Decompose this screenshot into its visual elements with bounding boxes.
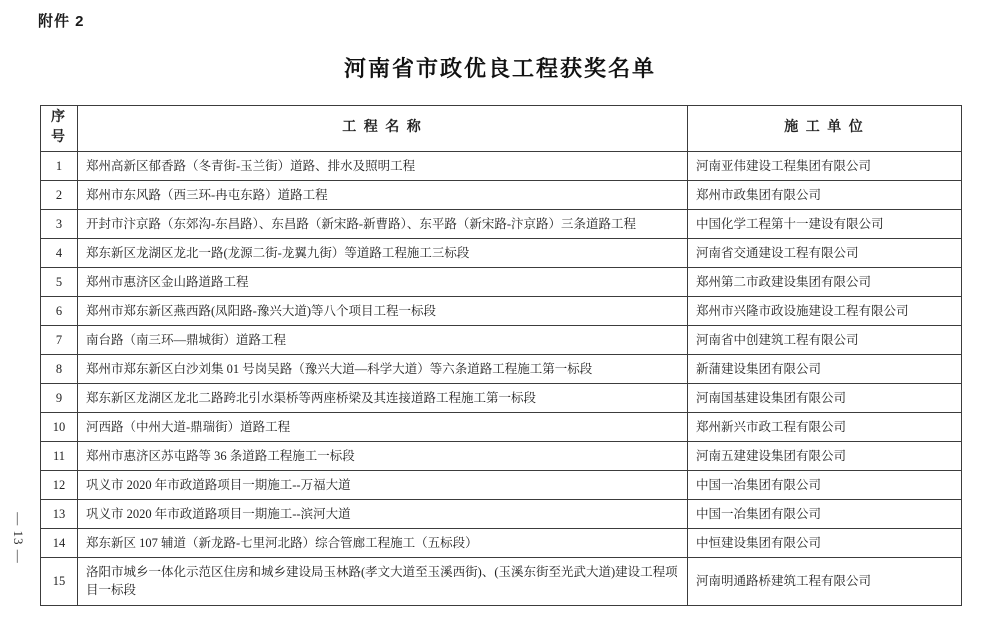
project-name-cell: 郑东新区龙湖区龙北二路跨北引水渠桥等两座桥梁及其连接道路工程施工第一标段 [78,383,688,412]
column-header-contractor: 施 工 单 位 [688,106,962,152]
attachment-label: 附件 2 [38,13,85,30]
table-row [41,296,962,325]
index-cell: 14 [41,528,78,557]
award-table-body [41,151,962,605]
index-cell: 1 [41,151,78,180]
index-cell: 12 [41,470,78,499]
column-header-project-name: 工 程 名 称 [78,106,688,152]
index-cell: 6 [41,296,78,325]
index-cell: 15 [41,557,78,605]
index-cell: 2 [41,180,78,209]
contractor-cell: 河南亚伟建设工程集团有限公司 [688,151,962,180]
contractor-cell: 河南国基建设集团有限公司 [688,383,962,412]
page-number: — 13 — [11,512,26,564]
index-cell: 7 [41,325,78,354]
column-header-index: 序号 [41,106,78,152]
index-cell: 13 [41,499,78,528]
table-row [41,325,962,354]
index-cell: 10 [41,412,78,441]
table-row [41,267,962,296]
index-cell: 11 [41,441,78,470]
header-row [41,106,962,152]
table-row [41,441,962,470]
project-name-cell: 巩义市 2020 年市政道路项目一期施工--滨河大道 [78,499,688,528]
contractor-cell: 中恒建设集团有限公司 [688,528,962,557]
table-row [41,238,962,267]
table-row [41,383,962,412]
project-name-cell: 巩义市 2020 年市政道路项目一期施工--万福大道 [78,470,688,499]
contractor-cell: 中国一冶集团有限公司 [688,499,962,528]
project-name-cell: 洛阳市城乡一体化示范区住房和城乡建设局玉林路(孝文大道至玉溪西街)、(玉溪东街至光武大道)建设工程项目一标段 [78,557,688,605]
table-row [41,499,962,528]
table-row [41,180,962,209]
index-cell: 3 [41,209,78,238]
table-row [41,528,962,557]
contractor-cell: 河南省中创建筑工程有限公司 [688,325,962,354]
contractor-cell: 郑州市政集团有限公司 [688,180,962,209]
contractor-cell: 郑州第二市政建设集团有限公司 [688,267,962,296]
project-name-cell: 郑州市郑东新区白沙刘集 01 号岗吴路（豫兴大道—科学大道）等六条道路工程施工第一标段 [78,354,688,383]
table-row [41,470,962,499]
contractor-cell: 河南明通路桥建筑工程有限公司 [688,557,962,605]
project-name-cell: 郑东新区 107 辅道（新龙路-七里河北路）综合管廊工程施工（五标段） [78,528,688,557]
contractor-cell: 新蒲建设集团有限公司 [688,354,962,383]
index-cell: 4 [41,238,78,267]
project-name-cell: 河西路（中州大道-鼎瑞街）道路工程 [78,412,688,441]
contractor-cell: 河南省交通建设工程有限公司 [688,238,962,267]
contractor-cell: 中国化学工程第十一建设有限公司 [688,209,962,238]
table-row [41,557,962,605]
table-row [41,354,962,383]
table-row [41,412,962,441]
award-table-header [41,106,962,152]
project-name-cell: 郑州市郑东新区燕西路(凤阳路-豫兴大道)等八个项目工程一标段 [78,296,688,325]
page-title: 河南省市政优良工程获奖名单 [343,56,656,81]
project-name-cell: 南台路（南三环—鼎城街）道路工程 [78,325,688,354]
contractor-cell: 中国一冶集团有限公司 [688,470,962,499]
project-name-cell: 郑州高新区郁香路（冬青街-玉兰街）道路、排水及照明工程 [78,151,688,180]
project-name-cell: 郑州市惠济区苏屯路等 36 条道路工程施工一标段 [78,441,688,470]
table-row [41,209,962,238]
project-name-cell: 郑州市惠济区金山路道路工程 [78,267,688,296]
project-name-cell: 郑州市东风路（西三环-冉屯东路）道路工程 [78,180,688,209]
project-name-cell: 开封市汴京路（东郊沟-东昌路）、东昌路（新宋路-新曹路）、东平路（新宋路-汴京路）三条道路工程 [78,209,688,238]
index-cell: 8 [41,354,78,383]
award-table [40,105,962,606]
table-row [41,151,962,180]
contractor-cell: 郑州新兴市政工程有限公司 [688,412,962,441]
project-name-cell: 郑东新区龙湖区龙北一路(龙源二街-龙翼九街）等道路工程施工三标段 [78,238,688,267]
contractor-cell: 郑州市兴隆市政设施建设工程有限公司 [688,296,962,325]
index-cell: 5 [41,267,78,296]
contractor-cell: 河南五建建设集团有限公司 [688,441,962,470]
index-cell: 9 [41,383,78,412]
